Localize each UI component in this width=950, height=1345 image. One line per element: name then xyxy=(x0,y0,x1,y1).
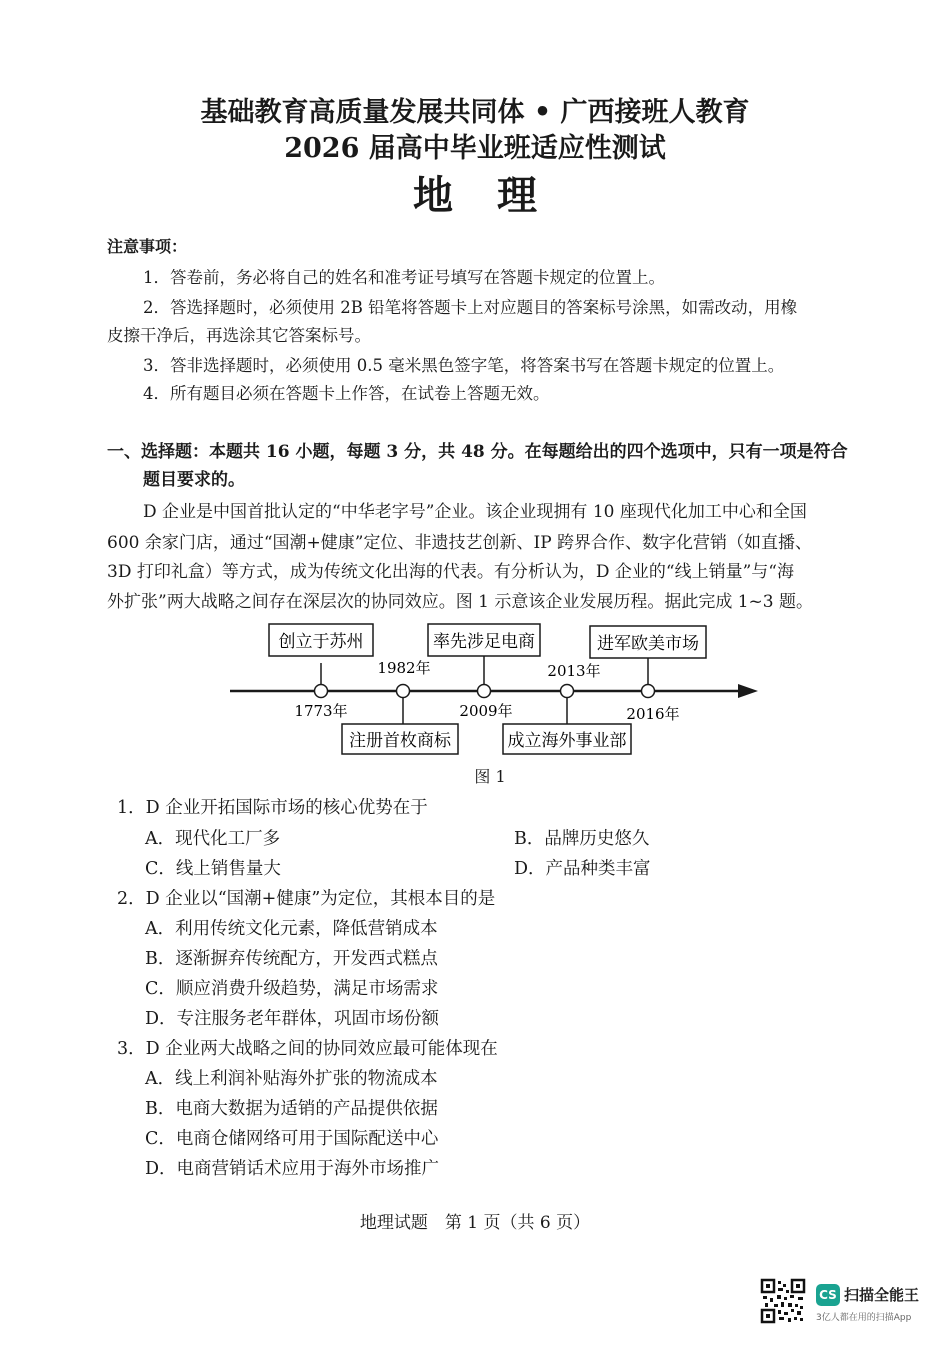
question-1-option-d: D．产品种类丰富 xyxy=(514,859,651,879)
scanner-badge: CS xyxy=(816,1284,840,1306)
passage-line: 600 余家门店，通过“国潮+健康”定位、非遗技艺创新、IP 跨界合作、数字化营销（如直播、 xyxy=(107,533,813,553)
exam-title-line1: 基础教育高质量发展共同体 • 广西接班人教育 xyxy=(200,97,750,128)
event-label-2016: 进军欧美市场 xyxy=(597,634,699,654)
passage-line: 外扩张”两大战略之间存在深层次的协同效应。图 1 示意该企业发展历程。据此完成 1~3 题。 xyxy=(107,592,813,612)
question-stem-3: 3．D 企业两大战略之间的协同效应最可能体现在 xyxy=(117,1039,498,1059)
question-3-option-c: C．电商仓储网络可用于国际配送中心 xyxy=(145,1129,439,1149)
timeline-node-2009 xyxy=(478,685,491,698)
notice-title: 注意事项： xyxy=(107,237,188,256)
qr-code-icon xyxy=(760,1278,806,1324)
timeline-node-1982 xyxy=(397,685,410,698)
event-year-2009: 2009年 xyxy=(459,702,513,720)
scanner-tagline: 3亿人都在用的扫描App xyxy=(816,1313,912,1323)
question-3-option-d: D．电商营销话术应用于海外市场推广 xyxy=(145,1159,440,1179)
section-heading: 一、选择题：本题共 16 小题，每题 3 分，共 48 分。在每题给出的四个选项中，只有一项是符合 xyxy=(107,442,848,462)
timeline-node-2016 xyxy=(642,685,655,698)
question-3-option-a: A．线上利润补贴海外扩张的物流成本 xyxy=(145,1069,438,1089)
passage-line: 3D 打印礼盒）等方式，成为传统文化出海的代表。有分析认为，D 企业的“线上销量”与“海 xyxy=(107,562,794,582)
question-2-option-a: A．利用传统文化元素，降低营销成本 xyxy=(145,919,438,939)
event-label-2013: 成立海外事业部 xyxy=(507,731,627,751)
notice-item: 1．答卷前，务必将自己的姓名和准考证号填写在答题卡规定的位置上。 xyxy=(143,268,665,287)
notice-item: 3．答非选择题时，必须使用 0.5 毫米黑色签字笔，将答案书写在答题卡规定的位置上。 xyxy=(143,356,785,375)
section-heading-continued: 题目要求的。 xyxy=(143,470,245,490)
question-stem-2: 2．D 企业以“国潮+健康”为定位，其根本目的是 xyxy=(117,889,496,909)
timeline-arrowhead xyxy=(738,684,758,698)
event-year-1982: 1982年 xyxy=(377,659,431,677)
notice-item-continued: 皮擦干净后，再选涂其它答案标号。 xyxy=(107,326,371,345)
question-stem-1: 1．D 企业开拓国际市场的核心优势在于 xyxy=(117,798,428,818)
question-1-option-c: C．线上销售量大 xyxy=(145,859,281,879)
question-2-option-b: B．逐渐摒弃传统配方，开发西式糕点 xyxy=(145,949,438,969)
notice-item: 2．答选择题时，必须使用 2B 铅笔将答题卡上对应题目的答案标号涂黑，如需改动，用橡 xyxy=(143,298,798,317)
event-year-2016: 2016年 xyxy=(626,705,680,723)
event-label-1982: 注册首枚商标 xyxy=(349,731,451,751)
event-label-2009: 率先涉足电商 xyxy=(433,632,535,652)
event-year-1773: 1773年 xyxy=(294,702,348,720)
passage-line: D 企业是中国首批认定的“中华老字号”企业。该企业现拥有 10 座现代化加工中心和全国 xyxy=(143,502,807,522)
timeline-diagram xyxy=(220,618,765,760)
timeline-node-2013 xyxy=(561,685,574,698)
event-year-2013: 2013年 xyxy=(547,662,601,680)
question-2-option-c: C．顺应消费升级趋势，满足市场需求 xyxy=(145,979,439,999)
scanner-name: 扫描全能王 xyxy=(844,1286,920,1304)
question-3-option-b: B．电商大数据为适销的产品提供依据 xyxy=(145,1099,438,1119)
notice-item: 4．所有题目必须在答题卡上作答，在试卷上答题无效。 xyxy=(143,384,550,403)
subject-title: 地理 xyxy=(413,172,581,219)
figure-caption: 图 1 xyxy=(474,767,506,786)
exam-title-line2: 2026 届高中毕业班适应性测试 xyxy=(284,133,666,164)
page-footer: 地理试题 第 1 页（共 6 页） xyxy=(359,1213,591,1233)
event-label-1773: 创立于苏州 xyxy=(278,632,364,652)
question-1-option-a: A．现代化工厂多 xyxy=(145,829,281,849)
timeline-node-1773 xyxy=(315,685,328,698)
question-1-option-b: B．品牌历史悠久 xyxy=(514,829,650,849)
question-2-option-d: D．专注服务老年群体，巩固市场份额 xyxy=(145,1009,440,1029)
